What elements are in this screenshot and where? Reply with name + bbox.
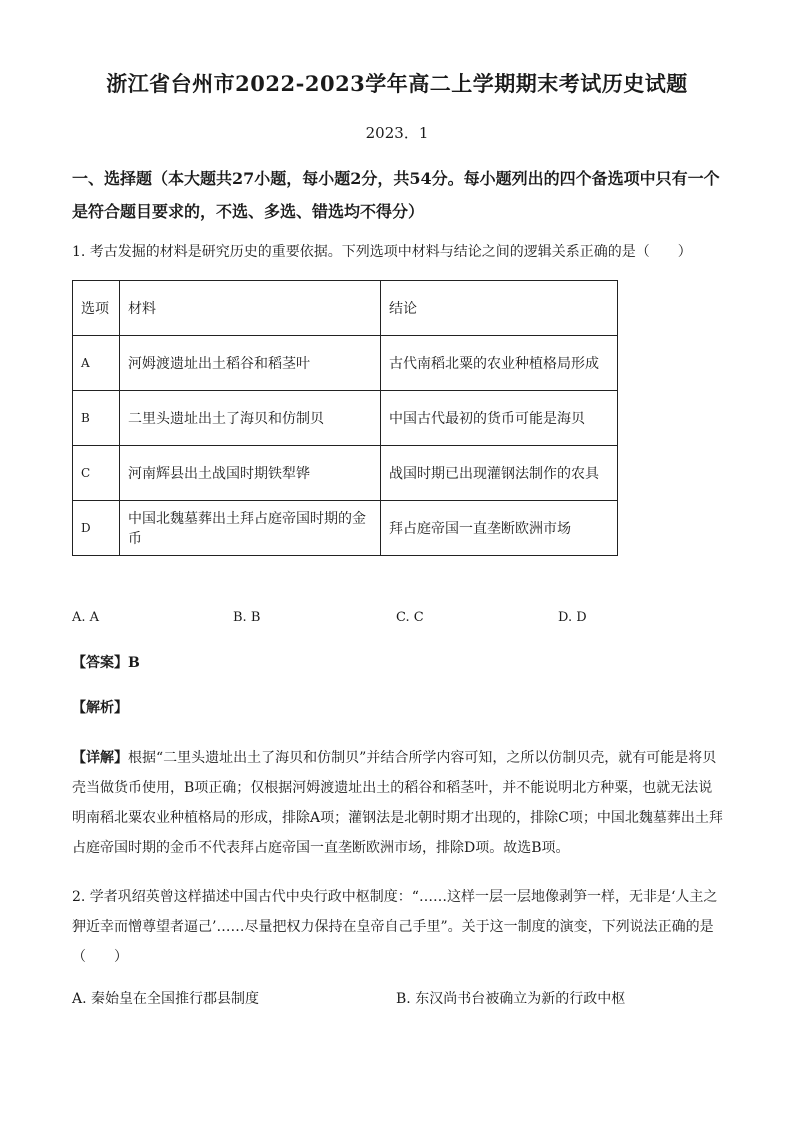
table-cell: 古代南稻北粟的农业种植格局形成 [381, 336, 618, 391]
table-cell: 拜占庭帝国一直垄断欧洲市场 [381, 501, 618, 556]
table-cell: A [73, 336, 120, 391]
table-cell: C [73, 446, 120, 501]
question-2-option-a[interactable]: A. 秦始皇在全国推行郡县制度 [72, 991, 260, 1007]
question-2-option-b[interactable]: B. 东汉尚书台被确立为新的行政中枢 [396, 991, 626, 1007]
table-row [73, 391, 618, 446]
question-1-option-a[interactable]: A. A [72, 610, 100, 625]
table-cell: 中国古代最初的货币可能是海贝 [381, 391, 618, 446]
analysis-label: 【解析】 [72, 700, 128, 716]
question-1-table [72, 280, 618, 556]
table-row [73, 446, 618, 501]
question-1-option-b[interactable]: B. B [233, 610, 261, 625]
question-2-stem: 2. 学者巩绍英曾这样描述中国古代中央行政中枢制度：“……这样一层一层地像剥笋一样，无非是‘人主之狎近幸而憎尊望者逼己’……尽量把权力保持在皇帝自己手里”。关于这一制度的演变，下列说法正确的是（ ） [72, 889, 718, 965]
question-1-option-d[interactable]: D. D [558, 610, 587, 625]
table-cell: 战国时期已出现灌钢法制作的农具 [381, 446, 618, 501]
exam-date: 2023．1 [365, 124, 429, 142]
table-header-cell: 选项 [73, 281, 120, 336]
question-1-option-c[interactable]: C. C [396, 610, 424, 625]
section-heading: 一、选择题（本大题共27小题，每小题2分，共54分。每小题列出的四个备选项中只有一个是符合题目要求的，不选、多选、错选均不得分） [72, 169, 720, 221]
page-title: 浙江省台州市2022-2023学年高二上学期期末考试历史试题 [106, 71, 688, 96]
question-1-answer [72, 648, 724, 678]
table-row [73, 336, 618, 391]
table-header-cell: 结论 [381, 281, 618, 336]
table-row [73, 501, 618, 556]
table-cell: D [73, 501, 120, 556]
table-cell: 河姆渡遗址出土稻谷和稻茎叶 [120, 336, 381, 391]
table-cell: 河南辉县出土战国时期铁犁铧 [120, 446, 381, 501]
question-1-analysis [72, 693, 724, 723]
table-cell: 中国北魏墓葬出土拜占庭帝国时期的金币 [120, 501, 381, 556]
table-cell: B [73, 391, 120, 446]
question-1-stem: 1. 考古发掘的材料是研究历史的重要依据。下列选项中材料与结论之间的逻辑关系正确的是（ ） [72, 244, 692, 260]
table-header-cell: 材料 [120, 281, 381, 336]
detail-text: 根据“二里头遗址出土了海贝和仿制贝”并结合所学内容可知，之所以仿制贝壳，就有可能是将贝壳当做货币使用，B项正确；仅根据河姆渡遗址出土的稻谷和稻茎叶，并不能说明北方种粟，也就无法说明南稻北粟农业种植格局的形成，排除A项；灌钢法是北朝时期才出现的，排除C项；中国北魏墓葬出土拜占庭帝国时期的金币不代表拜占庭帝国一直垄断欧洲市场，排除D项。故选B项。 [72, 750, 723, 856]
table-cell: 二里头遗址出土了海贝和仿制贝 [120, 391, 381, 446]
detail-label: 【详解】 [72, 750, 128, 766]
question-1-detail [72, 743, 724, 863]
table-header-row [73, 281, 618, 336]
answer-label: 【答案】B [72, 655, 140, 671]
